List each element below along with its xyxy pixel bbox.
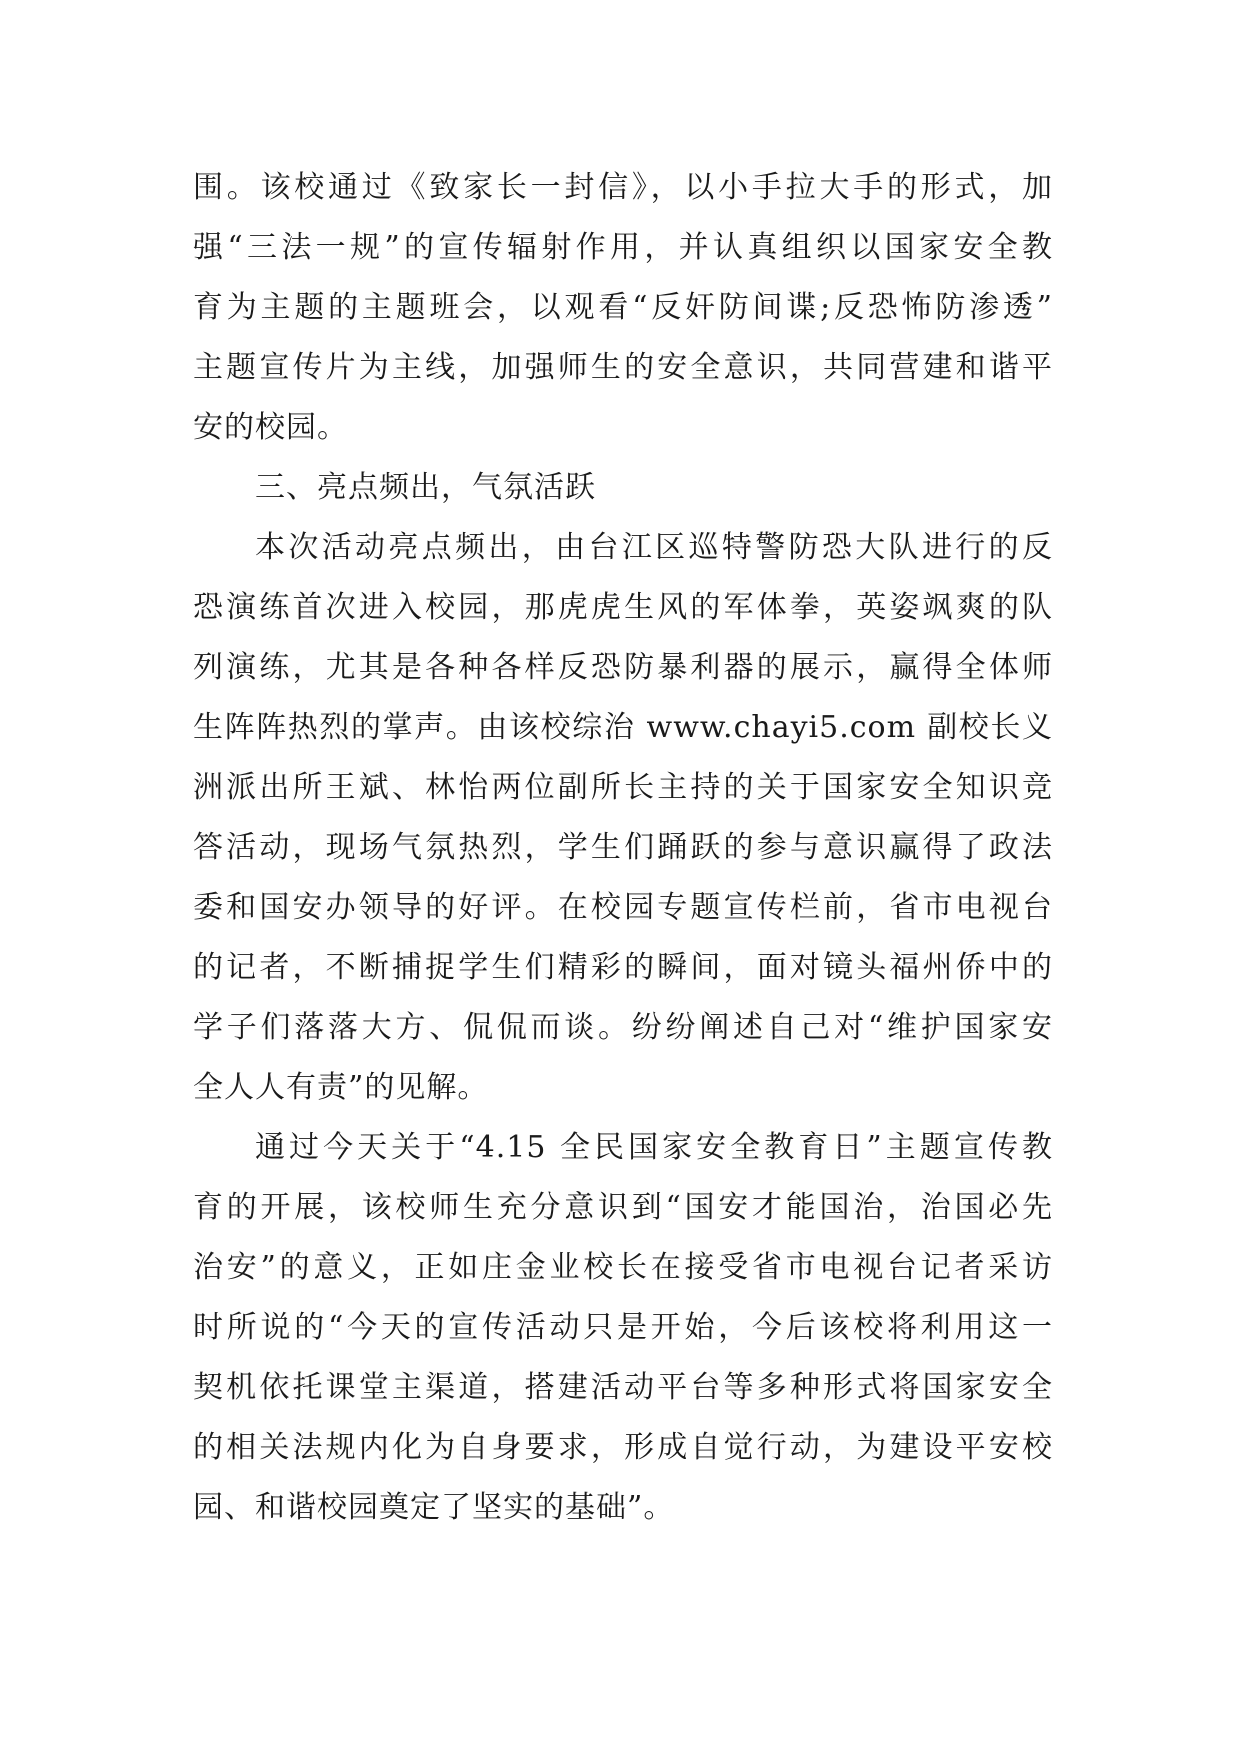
text-line: 的相关法规内化为自身要求，形成自觉行动，为建设平安校 bbox=[193, 1430, 1053, 1465]
text-line: 本次活动亮点频出，由台江区巡特警防恐大队进行的反 bbox=[255, 530, 1053, 565]
text-line: 育的开展，该校师生充分意识到“国安才能国治，治国必先 bbox=[193, 1190, 1053, 1225]
text-line: 洲派出所王斌、林怡两位副所长主持的关于国家安全知识竞 bbox=[193, 770, 1053, 805]
text-line: 答活动，现场气氛热烈，学生们踊跃的参与意识赢得了政法 bbox=[193, 830, 1053, 865]
text-line: 列演练，尤其是各种各样反恐防暴利器的展示，赢得全体师 bbox=[193, 650, 1053, 685]
text-line: 时所说的“今天的宣传活动只是开始，今后该校将利用这一 bbox=[193, 1310, 1053, 1345]
text-line: 园、和谐校园奠定了坚实的基础”。 bbox=[193, 1490, 675, 1525]
text-line: 育为主题的主题班会，以观看“反奸防间谍;反恐怖防渗透” bbox=[193, 290, 1053, 325]
text-line: 全人人有责”的见解。 bbox=[193, 1070, 489, 1105]
document-page bbox=[193, 158, 1053, 1538]
paragraph-3 bbox=[193, 1118, 1053, 1538]
text-line: 安的校园。 bbox=[193, 410, 348, 445]
text-line: 强“三法一规”的宣传辐射作用，并认真组织以国家安全教 bbox=[193, 230, 1053, 265]
text-line: 通过今天关于“4.15 全民国家安全教育日”主题宣传教 bbox=[255, 1130, 1053, 1165]
text-line: 治安”的意义，正如庄金业校长在接受省市电视台记者采访 bbox=[193, 1250, 1053, 1285]
paragraph-1 bbox=[193, 158, 1053, 458]
text-line: 的记者，不断捕捉学生们精彩的瞬间，面对镜头福州侨中的 bbox=[193, 950, 1053, 985]
text-line: 主题宣传片为主线，加强师生的安全意识，共同营建和谐平 bbox=[193, 350, 1053, 385]
text-line: 学子们落落大方、侃侃而谈。纷纷阐述自己对“维护国家安 bbox=[193, 1010, 1053, 1045]
text-line: 契机依托课堂主渠道，搭建活动平台等多种形式将国家安全 bbox=[193, 1370, 1053, 1405]
text-line: 恐演练首次进入校园，那虎虎生风的军体拳，英姿飒爽的队 bbox=[193, 590, 1053, 625]
section-heading: 三、亮点频出，气氛活跃 bbox=[255, 470, 596, 505]
text-line: 围。该校通过《致家长一封信》，以小手拉大手的形式，加 bbox=[193, 170, 1053, 205]
text-line: 委和国安办领导的好评。在校园专题宣传栏前，省市电视台 bbox=[193, 890, 1053, 925]
paragraph-2 bbox=[193, 518, 1053, 1118]
text-line: 生阵阵热烈的掌声。由该校综治 www.chayi5.com 副校长义 bbox=[193, 710, 1053, 745]
